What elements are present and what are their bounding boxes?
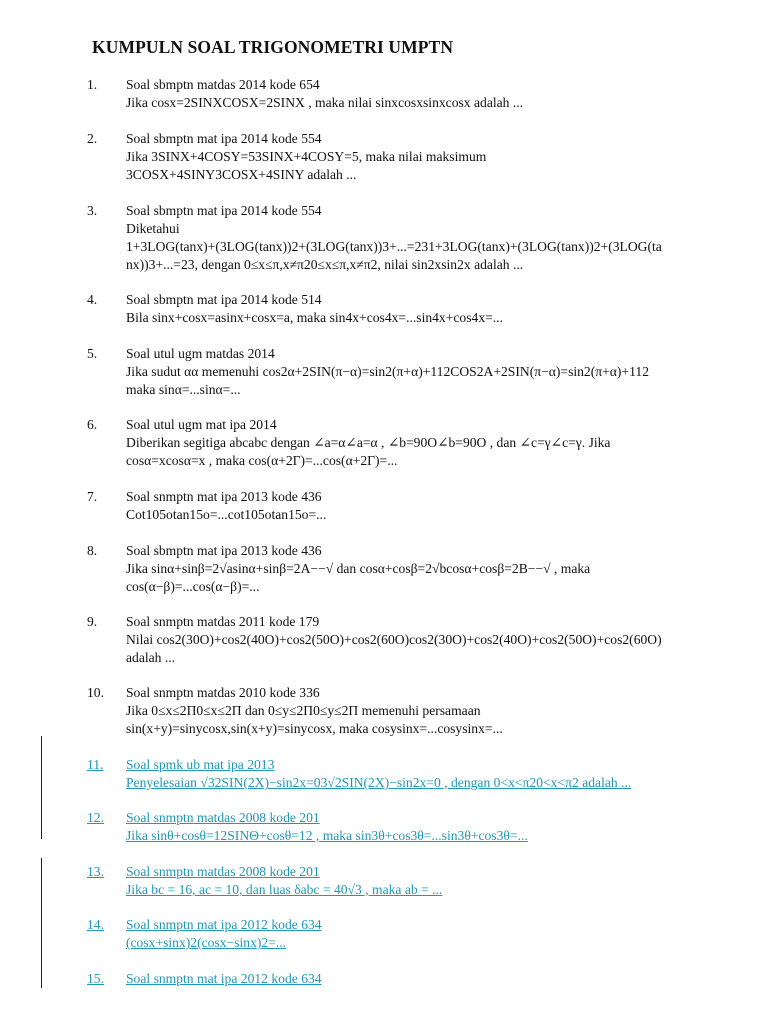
question-body[interactable] <box>126 916 720 952</box>
question-text-link[interactable]: Penyelesaian √32SIN(2X)−sin2x=03√2SIN(2X)−sin2x=0 , dengan 0<x<π20<x<π2 adalah ... <box>126 775 632 790</box>
question-body <box>126 684 720 738</box>
question-body <box>126 488 720 524</box>
question-text: Jika cosx=2SINXCOSX=2SINX , maka nilai sinxcosxsinxcosx adalah ... <box>126 95 524 110</box>
question-body[interactable] <box>126 863 720 899</box>
question-number[interactable]: 15. <box>87 971 104 986</box>
document-title: KUMPULN SOAL TRIGONOMETRI UMPTN <box>92 37 454 57</box>
question-text-link[interactable]: (cosx+sinx)2(cosx−sinx)2=... <box>126 935 287 950</box>
question-text: Jika sinα+sinβ=2√asinα+sinβ=2A−−√ dan cosα+cosβ=2√bcosα+cosβ=2B−−√ , maka <box>126 561 591 576</box>
question-source: Soal snmptn matdas 2010 kode 336 <box>126 685 320 700</box>
question-text: adalah ... <box>126 650 176 665</box>
question-text: 3COSX+4SINY3COSX+4SINY adalah ... <box>126 167 357 182</box>
question-text: Jika 3SINX+4COSY=53SINX+4COSY=5, maka nilai maksimum <box>126 149 487 164</box>
question-number: 2. <box>87 131 98 146</box>
question-number: 10. <box>87 685 104 700</box>
question-source: Soal sbmptn mat ipa 2013 kode 436 <box>126 543 322 558</box>
question-number: 8. <box>87 543 98 558</box>
question-text: cos(α−β)=...cos(α−β)=... <box>126 579 260 594</box>
question-source-link[interactable]: Soal snmptn matdas 2008 kode 201 <box>126 864 320 879</box>
question-source: Soal snmptn mat ipa 2013 kode 436 <box>126 489 322 504</box>
question-number: 4. <box>87 292 98 307</box>
question-number[interactable]: 12. <box>87 810 104 825</box>
question-body <box>126 130 720 184</box>
question-body[interactable] <box>126 809 720 845</box>
question-body <box>126 345 720 399</box>
question-number: 3. <box>87 203 98 218</box>
question-text: Bila sinx+cosx=asinx+cosx=a, maka sin4x+cos4x=...sin4x+cos4x=... <box>126 310 503 325</box>
question-body[interactable] <box>126 756 720 792</box>
question-source-link[interactable]: Soal snmptn matdas 2008 kode 201 <box>126 810 320 825</box>
margin-rule <box>41 736 42 839</box>
question-body <box>126 542 720 596</box>
question-body[interactable] <box>126 970 720 988</box>
question-text-link[interactable]: Jika bc = 16, ac = 10, dan luas δabc = 40√3 , maka ab = ... <box>126 882 443 897</box>
question-number: 7. <box>87 489 98 504</box>
question-text-link[interactable]: Jika sinθ+cosθ=12SINΘ+cosθ=12 , maka sin3θ+cos3θ=...sin3θ+cos3θ=... <box>126 828 528 843</box>
question-source: Soal sbmptn mat ipa 2014 kode 514 <box>126 292 322 307</box>
question-number: 9. <box>87 614 98 629</box>
question-number: 6. <box>87 417 98 432</box>
question-text: maka sinα=...sinα=... <box>126 382 241 397</box>
question-text: sin(x+y)=sinycosx,sin(x+y)=sinycosx, maka cosysinx=...cosysinx=... <box>126 721 503 736</box>
question-source-link[interactable]: Soal snmptn mat ipa 2012 kode 634 <box>126 971 322 986</box>
question-number[interactable]: 11. <box>87 757 104 772</box>
question-text: Cot105otan15o=...cot105otan15o=... <box>126 507 327 522</box>
question-text: cosα=xcosα=x , maka cos(α+2Γ)=...cos(α+2Γ)=... <box>126 453 398 468</box>
question-source: Soal sbmptn mat ipa 2014 kode 554 <box>126 203 322 218</box>
question-source: Soal utul ugm matdas 2014 <box>126 346 275 361</box>
question-source-link[interactable]: Soal snmptn mat ipa 2012 kode 634 <box>126 917 322 932</box>
question-body <box>126 291 720 327</box>
question-text: Diketahui <box>126 221 180 236</box>
question-number[interactable]: 14. <box>87 917 104 932</box>
question-text: Nilai cos2(30O)+cos2(40O)+cos2(50O)+cos2(60O)cos2(30O)+cos2(40O)+cos2(50O)+cos2(60O) <box>126 632 662 647</box>
margin-rule <box>41 858 42 988</box>
question-text: Diberikan segitiga abcabc dengan ∠a=α∠a=α , ∠b=90O∠b=90O , dan ∠c=γ∠c=γ. Jika <box>126 435 611 450</box>
question-body <box>126 416 720 470</box>
question-source: Soal snmptn matdas 2011 kode 179 <box>126 614 320 629</box>
question-text: Jika sudut αα memenuhi cos2α+2SIN(π−α)=sin2(π+α)+112COS2A+2SIN(π−α)=sin2(π+α)+112 <box>126 364 649 379</box>
question-number[interactable]: 13. <box>87 864 104 879</box>
question-body <box>126 613 720 667</box>
question-source-link[interactable]: Soal spmk ub mat ipa 2013 <box>126 757 275 772</box>
question-text: Jika 0≤x≤2Π0≤x≤2Π dan 0≤y≤2Π0≤y≤2Π memenuhi persamaan <box>126 703 481 718</box>
question-text: nx))3+...=23, dengan 0≤x≤π,x≠π20≤x≤π,x≠π2, nilai sin2xsin2x adalah ... <box>126 257 524 272</box>
question-number: 1. <box>87 77 98 92</box>
question-source: Soal sbmptn mat ipa 2014 kode 554 <box>126 131 322 146</box>
question-source: Soal utul ugm mat ipa 2014 <box>126 417 277 432</box>
question-source: Soal sbmptn matdas 2014 kode 654 <box>126 77 320 92</box>
question-text: 1+3LOG(tanx)+(3LOG(tanx))2+(3LOG(tanx))3+...=231+3LOG(tanx)+(3LOG(tanx))2+(3LOG(ta <box>126 239 662 254</box>
question-body <box>126 76 720 112</box>
question-body <box>126 202 720 274</box>
question-number: 5. <box>87 346 98 361</box>
